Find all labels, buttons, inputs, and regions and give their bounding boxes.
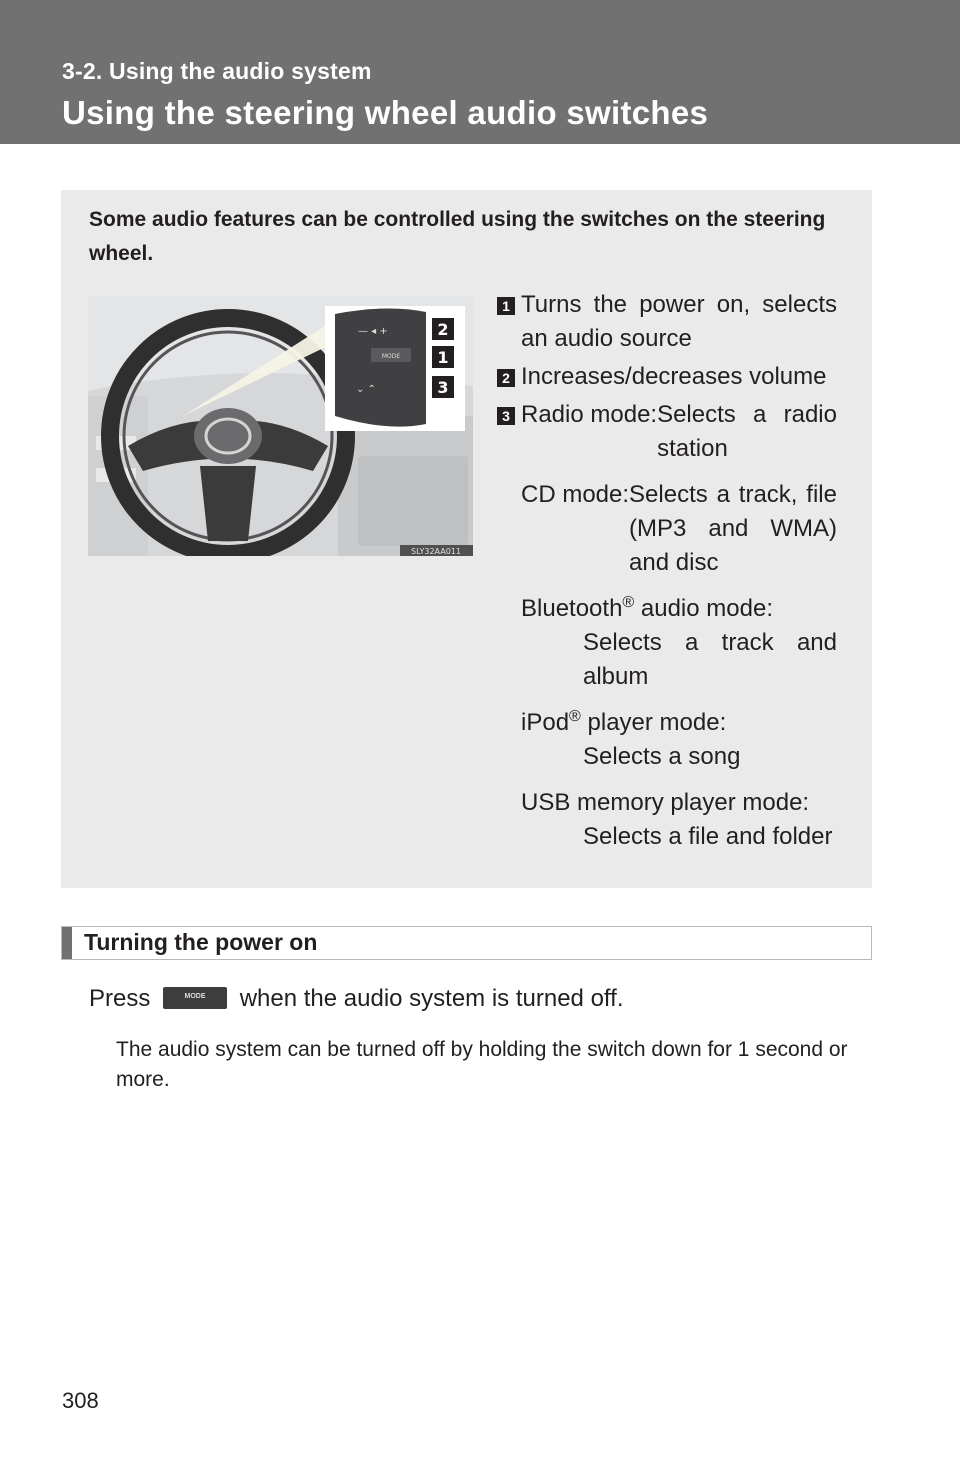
usb-mode-block [521,786,837,854]
cd-mode-row [521,478,837,580]
intro-text: Some audio features can be controlled using the switches on the steering wheel. [89,208,826,265]
switch-number-2: 2 [437,320,449,339]
press-word: Press [89,985,151,1012]
legend-item-1 [497,288,837,356]
radio-mode-row [521,398,837,466]
mode-button-icon [163,987,227,1009]
steering-wheel-photo [88,296,473,556]
steering-wheel-illustration [88,296,473,556]
section-heading-bar [61,926,872,960]
radio-mode-text: Selects a radio station [657,401,837,462]
number-badge-1: 1 [497,297,515,315]
cd-mode-label: CD mode: [521,481,630,508]
bluetooth-mode-label: Bluetooth® audio mode: [521,594,773,622]
page-number: 308 [62,1388,99,1413]
section-heading: Turning the power on [84,929,318,955]
ipod-mode-text: Selects a song [583,743,741,770]
press-instruction [89,985,623,1013]
legend-item-2 [497,360,837,394]
switch-number-1: 1 [437,348,449,367]
page-title: Using the steering wheel audio switches [62,94,709,131]
ipod-mode-label: iPod® player mode: [521,708,727,736]
section-heading-accent [62,927,72,959]
radio-mode-label: Radio mode: [521,401,658,428]
mode-button-icon-label: MODE [184,993,206,1000]
legend-item-3 [497,398,837,854]
press-rest: when the audio system is turned off. [239,985,624,1012]
usb-mode-text: Selects a file and folder [583,823,833,850]
switch-legend [497,288,837,858]
power-off-note: The audio system can be turned off by holding the switch down for 1 second or more. [116,1038,848,1091]
ipod-mode-block [521,706,837,774]
number-badge-3: 3 [497,407,515,425]
usb-mode-label: USB memory player mode: [521,789,810,816]
figure-code: SLY32AA011 [411,547,461,556]
cd-mode-text: Selects a track, file (MP3 and WMA) and disc [629,481,837,576]
bluetooth-mode-text: Selects a track and album [583,629,837,690]
section-label: 3-2. Using the audio system [62,58,372,84]
switch-number-3: 3 [437,378,449,397]
legend-text-2: Increases/decreases volume [521,363,827,390]
bluetooth-mode-block [521,592,837,694]
registered-mark: ® [622,594,635,611]
page-header [0,0,960,144]
mode-switch-label: MODE [381,353,401,360]
svg-text:— ◂ +: — ◂ + [358,326,388,337]
legend-text-1: Turns the power on, selects an audio source [521,291,837,352]
registered-mark: ® [569,708,581,725]
number-badge-2: 2 [497,369,515,387]
svg-text:⌄ ⌃: ⌄ ⌃ [356,384,376,395]
